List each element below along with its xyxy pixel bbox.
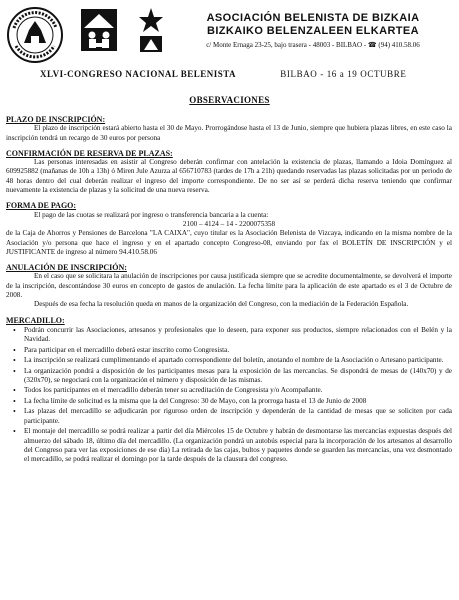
org-address: c/ Monte Ernaga 23-25, bajo trasera - 48003 - BILBAO - ☎ (94) 410.58.06 — [206, 41, 420, 49]
list-item: • La organización pondrá a disposición de los participantes mesas para la exposición de las mercancías. Se dispondrá de mesas de (140x70) y de (320x70), se negociará con la organización el número y disposición de las mismas. — [24, 367, 452, 386]
section-text-reserva: Las personas interesadas en asistir al Congreso deberán confirmar con antelación la existencia de plazas, llamando a Idoia Domínguez al 609925882 (mañanas de 10h a 13h) ó Miren Jule Azurza al 656710783 (tardes de 17h a 21h) quedando reservadas las plazas solicitadas por un periodo de 48 horas dentro del cual deberán realizar el ingreso del importe correspondiente. De no ser así se perderá dicha reserva teniendo que confirmar nuevamente la existencia de plazas y la solicitud de una nueva reserva. — [6, 158, 452, 195]
market-rules-list — [6, 326, 452, 464]
section-title-inscripcion: PLAZO DE INSCRIPCIÓN: — [6, 115, 106, 124]
org-name-spanish: ASOCIACIÓN BELENISTA DE BIZKAIA — [206, 12, 420, 24]
bank-account-number: 2100 – 4124 – 14 - 2200075358 — [182, 219, 276, 228]
organization-header — [178, 12, 448, 49]
section-text-pago-1: El pago de las cuotas se realizará por ingreso o transferencia bancaria a la cuenta: — [34, 210, 269, 219]
list-item: • Las plazas del mercadillo se adjudicarán por riguroso orden de inscripción y dependerán de la cantidad de mesas que se soliciten por cada participante. — [24, 407, 452, 426]
document-body — [6, 115, 452, 466]
congress-heading — [40, 69, 440, 79]
list-item: • La inscripción se realizará cumplimentando el apartado correspondiente del boletín, anotando el nombre de la Asociación o Artesano participante. — [24, 356, 452, 365]
association-seal-logo — [6, 6, 64, 64]
section-text-pago-2: de la Caja de Ahorros y Pensiones de Barcelona "LA CAIXA", cuyo titular es la Asociación Belenista de Vizcaya, indicando en la misma nombre de la Asociación y/o persona que hace el ingreso y en el apartado concepto Congreso-08, enviando por fax el BOLETÍN DE INSCRIPCIÓN y el JUSTIFICANTE de ingreso al número 94.410.58.06 — [6, 229, 452, 256]
section-text-anulacion-1: En el caso que se solicitara la anulación de inscripciones por causa justificada siempre que se acredite documentalmente, se devolverá el importe de la inscripción, descontándose 30 euros en concepto de gastos de anulación. La fecha límite para la aplicación de este apartado es el 3 de Octubre de 2008. — [6, 272, 452, 300]
list-item: • Podrán concurrir las Asociaciones, artesanos y profesionales que lo deseen, para exponer sus productos, siempre relacionados con el Belén y la Navidad. — [24, 326, 452, 345]
list-item: • La fecha límite de solicitud es la misma que la del Congreso: 30 de Mayo, con la prorroga hasta el 13 de Junio de 2008 — [24, 397, 452, 406]
org-name-basque: BIZKAIKO BELENZALEEN ELKARTEA — [206, 25, 420, 37]
section-title-mercadillo: MERCADILLO: — [6, 315, 65, 325]
list-item: • El montaje del mercadillo se podrá realizar a partir del día Miércoles 15 de Octubre y habrán de desmontarse las mercancías expuestas después del almuerzo del sábado 18, último día del mercadillo. (La organización pondrá un autobús especial para la incorporación de los artesanos al desarrollo del Congreso para ver las exposiciones de ese día) La retirada de las cajas, bultos y paquetes donde se guarden las mercancías, una vez desmontado el mercadillo, se podrá realizar el domingo por la tarde después de la clausura del congreso. — [24, 427, 452, 464]
list-item: • Todos los participantes en el mercadillo deberán tener su acreditación de Congresista y/o Acompañante. — [24, 386, 452, 395]
list-item: • Para participar en el mercadillo deberá estar inscrito como Congresista. — [24, 346, 452, 355]
star-emblem-logo — [137, 6, 165, 54]
section-title-anulacion: ANULACIÓN DE INSCRIPCIÓN: — [6, 263, 127, 273]
section-title-reserva: CONFIRMACIÓN DE RESERVA DE PLAZAS: — [6, 148, 173, 158]
section-title-pago: FORMA DE PAGO: — [6, 201, 77, 211]
section-text-anulacion-2: Después de esa fecha la resolución queda en manos de la organización del Congreso, con la mediación de la Federación Española. — [34, 300, 409, 309]
congress-name: XLVI-CONGRESO NACIONAL BELENISTA — [40, 69, 237, 79]
congress-place-dates: BILBAO - 16 a 19 OCTUBRE — [280, 69, 407, 79]
section-text-inscripcion: El plazo de inscripción estará abierto hasta el 30 de Mayo. Prorrogándose hasta el 13 de Junio, siempre que hubiera plazas libres, en este caso la inscripción tendrá un recargo de 30 euros por persona — [6, 124, 452, 142]
nativity-scene-logo — [80, 8, 118, 52]
document-title: OBSERVACIONES — [189, 95, 270, 105]
